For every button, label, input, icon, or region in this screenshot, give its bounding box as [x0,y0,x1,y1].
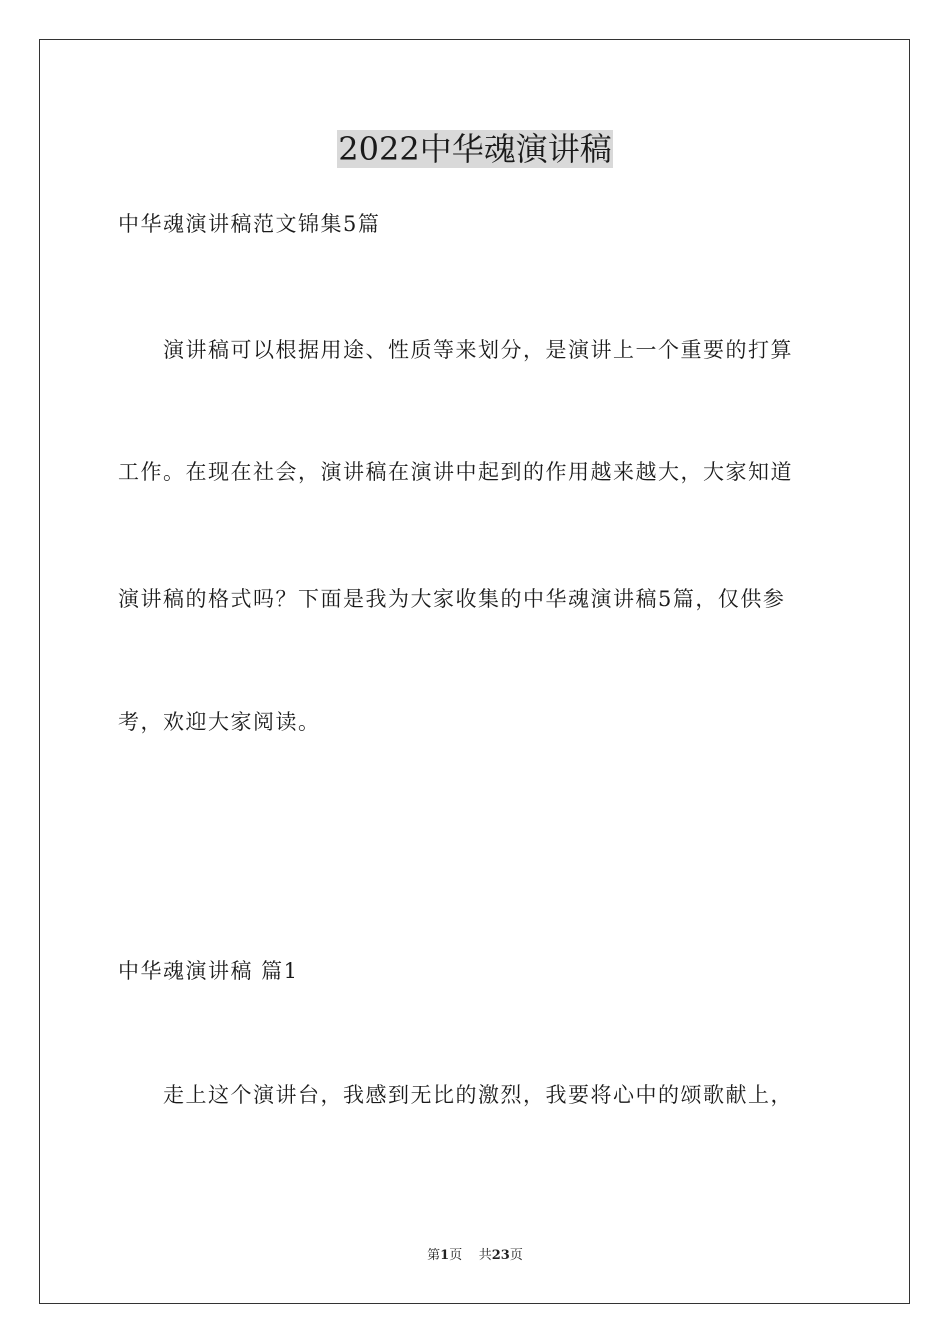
document-subtitle: 中华魂演讲稿范文锦集5篇 [118,212,381,236]
intro-line-1: 演讲稿可以根据用途、性质等来划分，是演讲上一个重要的打算 [163,338,793,362]
footer-page-prefix: 第 [427,1248,441,1263]
section-first-line: 走上这个演讲台，我感到无比的激烈，我要将心中的颂歌献上， [163,1083,793,1107]
footer-total-suffix: 页 [509,1248,523,1263]
page-footer [0,1247,950,1265]
document-title [0,128,950,170]
footer-total-pages: 23 [491,1248,510,1263]
footer-page-number: 1 [440,1248,450,1263]
intro-line-2: 工作。在现在社会，演讲稿在演讲中起到的作用越来越大，大家知道 [118,460,793,484]
footer-page-suffix: 页 [449,1248,463,1263]
intro-line-4: 考，欢迎大家阅读。 [118,710,321,734]
footer-total-prefix: 共 [478,1248,492,1263]
document-title-text: 2022中华魂演讲稿 [338,130,612,168]
intro-line-3: 演讲稿的格式吗？下面是我为大家收集的中华魂演讲稿5篇，仅供参 [118,587,786,611]
section-heading: 中华魂演讲稿 篇1 [118,959,299,983]
